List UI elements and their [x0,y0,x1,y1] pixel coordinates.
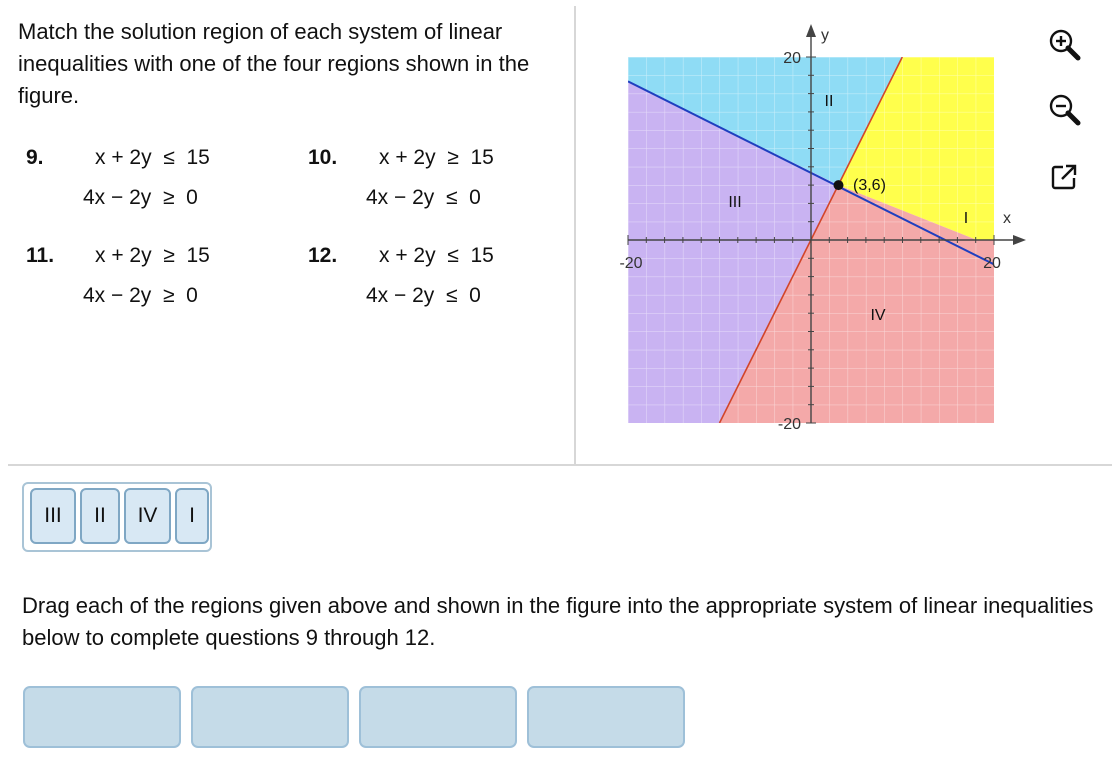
problem-11-inequality-2: 4x − 2y ≥ 0 [83,284,198,307]
problem-11-inequality-1: x + 2y ≥ 15 [95,244,210,267]
draggable-region-IV[interactable]: IV [124,488,171,544]
drop-target-question-10[interactable] [191,686,349,748]
drop-target-question-9[interactable] [23,686,181,748]
popout-icon [1047,160,1081,194]
region-label-I: I [963,210,969,227]
intersection-point-label: (3,6) [853,177,886,194]
drop-target-question-11[interactable] [359,686,517,748]
region-label-II: II [824,93,834,110]
horizontal-divider [8,464,1112,466]
draggable-region-II[interactable]: II [80,488,120,544]
y-axis-arrow-icon [806,24,816,37]
problem-9-number: 9. [26,146,44,169]
region-label-IV: IV [870,307,886,324]
draggable-region-III[interactable]: III [30,488,76,544]
draggable-region-I[interactable]: I [175,488,209,544]
problem-12-inequality-1: x + 2y ≤ 15 [379,244,494,267]
tick-label-x-20: 20 [983,255,1001,272]
x-axis-arrow-icon [1013,235,1026,245]
tick-label-y-20: 20 [783,50,801,67]
intersection-point [834,180,844,190]
tick-label-x-neg20: -20 [619,255,643,272]
instructions-text: Match the solution region of each system of linear inequalities with one of the four regions shown in the figure. [18,19,530,108]
zoom-out-icon [1047,92,1081,126]
tick-label-y-neg20: -20 [777,416,801,433]
problem-10-inequality-2: 4x − 2y ≤ 0 [366,186,481,209]
problem-9-inequality-2: 4x − 2y ≥ 0 [83,186,198,209]
zoom-in-icon [1047,27,1081,61]
problem-12-inequality-2: 4x − 2y ≤ 0 [366,284,481,307]
region-graph [600,20,1030,440]
popout-button[interactable] [1047,160,1081,194]
drop-target-question-12[interactable] [527,686,685,748]
axis-label-y: y [821,27,829,44]
zoom-in-button[interactable] [1047,27,1081,61]
problem-10-number: 10. [308,146,338,169]
region-label-III: III [728,194,742,211]
problem-9-inequality-1: x + 2y ≤ 15 [95,146,210,169]
axis-label-x: x [1003,210,1011,227]
problem-10-inequality-1: x + 2y ≥ 15 [379,146,494,169]
zoom-out-button[interactable] [1047,92,1081,126]
drag-instructions-text: Drag each of the regions given above and shown in the figure into the appropriate system of linear inequalities below to complete questions 9 through 12. [22,593,1094,650]
problem-12-number: 12. [308,244,338,267]
vertical-divider [574,6,576,464]
problem-11-number: 11. [26,244,55,267]
